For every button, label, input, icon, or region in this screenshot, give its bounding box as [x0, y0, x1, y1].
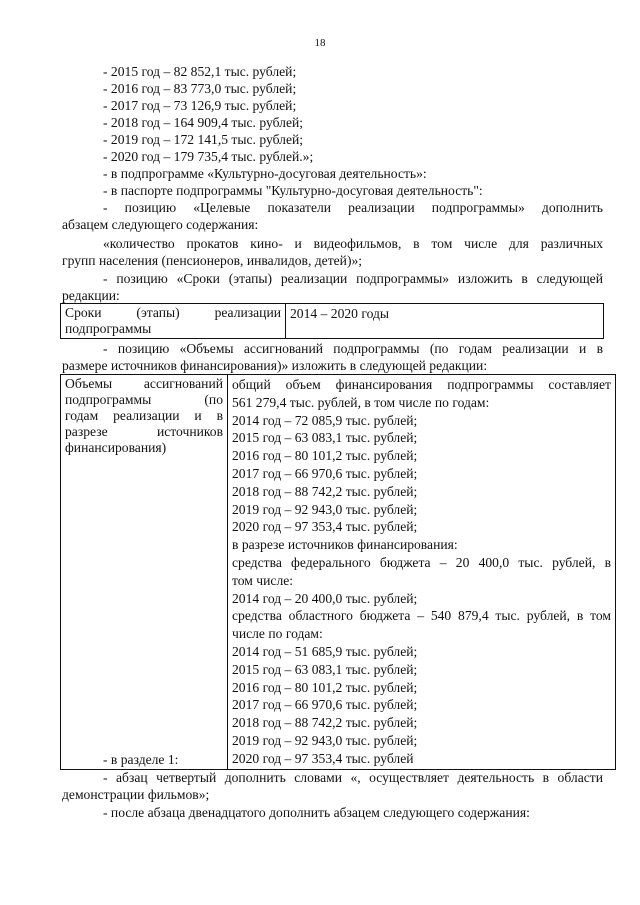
- volumes-label-line: разрезе источников: [65, 424, 223, 439]
- volumes-label-line: финансирования): [65, 440, 167, 455]
- volumes-value-line: общий объем финансирования подпрограммы составляет: [232, 377, 611, 392]
- section-1-line: - в разделе 1:: [103, 752, 179, 767]
- volumes-value-line: 2014 год – 20 400,0 тыс. рублей;: [232, 590, 418, 606]
- volumes-paragraph-line2: размере источников финансирования)» изложить в следующей редакции:: [62, 358, 488, 373]
- volumes-value-line: средства федерального бюджета – 20 400,0 тыс. рублей, в: [232, 554, 611, 570]
- year-line-2018: - 2018 год – 164 909,4 тыс. рублей;: [103, 115, 304, 130]
- volumes-value-line: 2014 год – 51 685,9 тыс. рублей;: [232, 643, 418, 659]
- abzac12-paragraph: - после абзаца двенадцатого дополнить абзацем следующего содержания:: [103, 805, 530, 820]
- volumes-label-line: годам реализации и в: [65, 408, 223, 423]
- terms-label-line1: Сроки (этапы) реализации: [65, 305, 281, 320]
- volumes-value-line: 2020 год – 97 353,4 тыс. рублей;: [232, 519, 418, 535]
- volumes-value-line: 2018 год – 88 742,2 тыс. рублей;: [232, 483, 418, 499]
- terms-label-cell: [61, 304, 286, 339]
- volumes-value-line: 2019 год – 92 943,0 тыс. рублей;: [232, 732, 418, 748]
- year-line-2015: - 2015 год – 82 852,1 тыс. рублей;: [103, 64, 297, 79]
- targets-paragraph-line2: абзацем следующего содержания:: [62, 217, 259, 232]
- volumes-value-line: средства областного бюджета – 540 879,4 тыс. рублей, в том: [232, 608, 611, 624]
- volumes-value-line: том числе:: [232, 572, 294, 588]
- volumes-value-line: 2017 год – 66 970,6 тыс. рублей;: [232, 697, 418, 713]
- year-line-2016: - 2016 год – 83 773,0 тыс. рублей;: [103, 81, 297, 96]
- volumes-value-cell: [228, 375, 616, 770]
- volumes-value-line: 561 279,4 тыс. рублей, в том числе по годам:: [232, 394, 490, 410]
- volumes-label-line: Объемы ассигнований: [65, 376, 223, 391]
- volumes-value-line: 2018 год – 88 742,2 тыс. рублей;: [232, 715, 418, 731]
- volumes-value-line: 2016 год – 80 101,2 тыс. рублей;: [232, 679, 418, 695]
- terms-label-line2: подпрограммы: [65, 321, 152, 336]
- volumes-label-cell: [61, 375, 228, 770]
- terms-paragraph-line2: редакции:: [62, 288, 120, 303]
- volumes-value-line: 2016 год – 80 101,2 тыс. рублей;: [232, 448, 418, 464]
- targets-paragraph-line1: - позицию «Целевые показатели реализации подпрограммы» дополнить: [103, 200, 603, 215]
- year-line-2017: - 2017 год – 73 126,9 тыс. рублей;: [103, 98, 297, 113]
- passport-line: - в паспорте подпрограммы "Культурно-досуговая деятельность":: [103, 183, 483, 198]
- quote-paragraph-line1: «количество прокатов кино- и видеофильмов, в том числе для различных: [103, 236, 603, 251]
- page-number: 18: [314, 37, 326, 49]
- year-line-2020: - 2020 год – 179 735,4 тыс. рублей.»;: [103, 149, 314, 164]
- abzac4-paragraph-line2: демонстрации фильмов»;: [62, 787, 210, 802]
- terms-paragraph-line1: - позицию «Сроки (этапы) реализации подпрограммы» изложить в следующей: [103, 271, 603, 286]
- volumes-value-line: 2020 год – 97 353,4 тыс. рублей: [232, 750, 414, 766]
- year-line-2019: - 2019 год – 172 141,5 тыс. рублей;: [103, 132, 304, 147]
- volumes-table: [60, 374, 616, 770]
- volumes-value-line: в разрезе источников финансирования:: [232, 537, 458, 553]
- volumes-value-line: 2015 год – 63 083,1 тыс. рублей;: [232, 661, 418, 677]
- volumes-label-line: подпрограммы (по: [65, 392, 223, 407]
- terms-table: [60, 303, 604, 339]
- volumes-value-line: 2019 год – 92 943,0 тыс. рублей;: [232, 501, 418, 517]
- terms-value-cell: [286, 304, 604, 339]
- quote-paragraph-line2: групп населения (пенсионеров, инвалидов, детей)»;: [62, 253, 363, 268]
- volumes-paragraph-line1: - позицию «Объемы ассигнований подпрограммы (по годам реализации и в: [103, 341, 603, 356]
- volumes-value-line: числе по годам:: [232, 626, 323, 642]
- volumes-value-line: 2014 год – 72 085,9 тыс. рублей;: [232, 412, 418, 428]
- terms-value: 2014 – 2020 годы: [290, 306, 390, 321]
- subprogram-line: - в подпрограмме «Культурно-досуговая деятельность»:: [103, 166, 427, 181]
- volumes-value-line: 2015 год – 63 083,1 тыс. рублей;: [232, 430, 418, 446]
- volumes-value-line: 2017 год – 66 970,6 тыс. рублей;: [232, 465, 418, 481]
- abzac4-paragraph-line1: - абзац четвертый дополнить словами «, осуществляет деятельность в области: [103, 770, 603, 785]
